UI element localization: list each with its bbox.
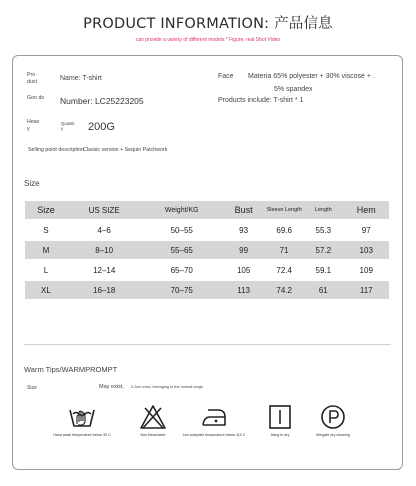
header-hem: Hem xyxy=(343,201,389,219)
cell: 105 xyxy=(236,265,251,275)
cell: 55.3 xyxy=(315,225,332,235)
cell: XL xyxy=(25,281,67,299)
cell: 71 xyxy=(265,241,303,259)
cell: L xyxy=(43,265,49,275)
cell: 74.2 xyxy=(265,281,303,299)
cell: 69.6 xyxy=(276,225,292,235)
care-iron xyxy=(180,404,248,437)
cell: 113 xyxy=(222,281,265,299)
size-table-header xyxy=(25,201,389,219)
header-weight: Weight/KG xyxy=(141,201,222,219)
care-no-bleach xyxy=(128,404,178,437)
tips-size-label: Size xyxy=(27,385,37,391)
header-length: Length xyxy=(303,201,343,219)
hand-wash-icon xyxy=(68,404,96,430)
cell: 57.2 xyxy=(303,241,343,259)
care-label: Non bleachable xyxy=(140,433,166,437)
tips-title: Warm Tips/WARMPROMPT xyxy=(24,365,118,374)
cell: 97 xyxy=(361,225,371,235)
tips-note-strong: May exist, xyxy=(99,384,124,390)
size-table xyxy=(25,199,389,301)
size-section-title: Size xyxy=(24,179,40,188)
hang-dry-icon xyxy=(266,404,294,430)
page-subtitle: can provide a variety of different models * Figure, real Shot Video xyxy=(135,37,281,43)
cell: 61 xyxy=(303,281,343,299)
cell: 16–18 xyxy=(67,281,141,299)
cell: 4–6 xyxy=(97,225,111,235)
header-size: Size xyxy=(25,201,67,219)
section-divider xyxy=(24,344,391,345)
tips-note: 2-3cm error, belonging to the normal range xyxy=(131,385,203,389)
cell: 50–55 xyxy=(170,225,193,235)
product-value: Name: T-shirt xyxy=(60,75,102,82)
quantity-label: Quantit y xyxy=(61,121,75,132)
cell: 70–75 xyxy=(141,281,222,299)
no-bleach-icon xyxy=(139,404,167,430)
page-title: PRODUCT INFORMATION: 产品信息 xyxy=(83,16,333,32)
cell: 103 xyxy=(343,241,389,259)
table-row xyxy=(25,241,389,259)
cell: 55–65 xyxy=(141,241,222,259)
care-label: Hand wash temperature below 30 C xyxy=(53,433,111,437)
product-label: Pro duct xyxy=(27,72,38,85)
cell: M xyxy=(25,241,67,259)
header-sleeve-length: Sleeve Length xyxy=(265,201,303,219)
care-label: Hang to dry xyxy=(270,433,290,437)
cell: 117 xyxy=(343,281,389,299)
cell: 72.4 xyxy=(276,265,292,275)
cell: 59.1 xyxy=(315,265,332,275)
care-label: Iron soleplate temperature below 110 C xyxy=(182,433,246,437)
table-row xyxy=(25,261,389,279)
cell: 12–14 xyxy=(93,265,116,275)
header-us-size: US SIZE xyxy=(67,201,141,219)
face-label: Face xyxy=(218,73,234,80)
selling-point-value: Classic version + Sequin Patchwork xyxy=(83,147,168,153)
header-bust: Bust xyxy=(222,201,265,219)
dry-clean-icon xyxy=(319,404,347,430)
quantity-value: 200G xyxy=(88,121,115,133)
table-row xyxy=(25,221,389,239)
goods-value: Number: LC25223205 xyxy=(60,96,144,106)
care-hang-dry xyxy=(258,404,302,437)
material-line2: 5% spandex xyxy=(274,86,313,93)
selling-point-label: Selling point description xyxy=(28,147,84,153)
care-label: Mergate dry cleaning xyxy=(316,433,350,437)
goods-label: Goo ds xyxy=(27,95,45,101)
cell: S xyxy=(43,225,49,235)
includes-value: Products include: T-shirt * 1 xyxy=(218,97,304,104)
iron-icon xyxy=(200,404,228,430)
cell: 109 xyxy=(359,265,373,275)
material-line1: Materia 65% polyester + 30% viscose + . xyxy=(248,73,375,80)
table-row xyxy=(25,281,389,299)
heavy-label: Heav y xyxy=(27,119,40,132)
cell: 93 xyxy=(239,225,249,235)
cell: 8–10 xyxy=(67,241,141,259)
care-hand-wash xyxy=(53,404,111,437)
cell: 65–70 xyxy=(170,265,193,275)
cell: 99 xyxy=(222,241,265,259)
care-dry-clean xyxy=(313,404,353,437)
